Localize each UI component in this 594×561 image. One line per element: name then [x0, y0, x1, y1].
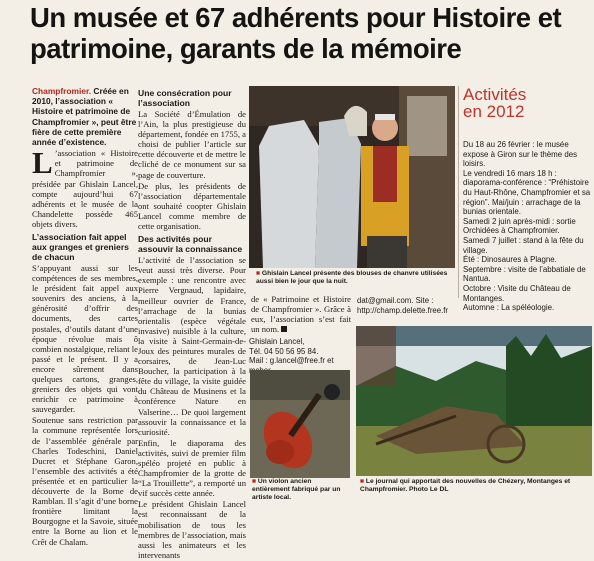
col2-para5: Le président Ghislain Lancel est reconnaissant de la mobilisation de tous les membres de l’association, mais aussi les animateurs et les intervenants — [138, 499, 246, 560]
sidebar-item: Été : Dinosaures à Plagne. — [463, 255, 557, 265]
caption-photo3 — [360, 478, 592, 494]
middle-para — [251, 294, 351, 334]
caption-photo3-text: Le journal qui apportait des nouvelles de Chézery, Montanges et Champfromier. Photo Le DL — [360, 478, 571, 493]
col2-subhead2: Des activités pour assouvir la connaissance — [138, 234, 243, 255]
caption-photo1-text: Ghislain Lancel présente des blouses de chanvre utilisées aussi bien le jour que la nuit. — [256, 270, 448, 285]
photo-man-with-smocks-illustration — [249, 86, 455, 268]
column-2 — [138, 88, 246, 561]
col1-para2: S’appuyant aussi sur les compétences de ses membres, le président fait appel aux souvenirs des anciens, à la générosité d’offrir des documents, des cartes postales, d’outils datant d’une époque révolue mais ô combien nostalgique, reliant le passé et le présent. Il y a encore sûrement dans quelques cartons, granges, greniers des objets qui vont enrichir ce patrimoine à sauvegarder. — [32, 262, 138, 415]
sidebar-list — [463, 140, 591, 313]
col2-para4: Enfin, le diaporama des activités, suivi de premier film spéléo projeté en public à Champfromier de la grotte de “La Trouillette”, a remporté un vif succès cette année. — [138, 437, 246, 499]
contact-line: Mail : g.lancel@free.fr et — [249, 356, 334, 366]
caption-bullet: ■ — [360, 478, 366, 485]
contact-line: dat@gmail.com. Site : — [357, 296, 434, 305]
contact-line: http://champ.delette.free.fr — [357, 305, 449, 315]
column-1 — [32, 86, 138, 548]
col1-subhead: L’association fait appel aux granges et greniers de chacun — [32, 231, 129, 262]
lede — [32, 86, 138, 147]
sidebar-item: Octobre : Visite du Château de Montanges. — [463, 283, 571, 303]
caption-photo2-text: Un violon ancien entièrement fabriqué par un artiste local. — [252, 478, 341, 501]
lede-text: Créée en 2010, l’association « Histoire et patrimoine de Champfromier », peut être fière de cette première année d’existence. — [32, 86, 137, 148]
sidebar-title-line2: en 2012 — [463, 102, 525, 121]
photo-landscape-illustration — [356, 326, 592, 476]
col1-para1 — [32, 145, 138, 229]
photo-violin — [250, 370, 350, 478]
col2-para1: La Société d’Émulation de l’Ain, la plus prestigieuse du département, fondée en 1755, a choisi de publier l’article sur cette découverte et de mettre le cliché de ce monument sur sa page de couverture. — [138, 109, 246, 180]
dropcap: L — [32, 145, 53, 181]
sidebar-divider — [458, 86, 459, 298]
sidebar-title — [463, 86, 591, 120]
sidebar-activities — [463, 86, 591, 313]
contact-block-2 — [357, 296, 457, 315]
photo-violin-illustration — [250, 370, 350, 478]
contact-line: Ghislain Lancel, — [249, 337, 305, 346]
sidebar-item: Septembre : visite de l’abbatiale de Nantua. — [463, 264, 586, 284]
contact-line: Tél. 04 50 56 95 84. — [249, 346, 319, 356]
sidebar-item: Le vendredi 16 mars 18 h : diaporama-conférence : “Préhistoire du Haut-Rhône, Champfromier et sa région”. Mai/juin : arrachage de la bunias orientale. — [463, 168, 591, 217]
sidebar-item: Du 18 au 26 février : le musée expose à Giron sur le thème des loisirs. — [463, 140, 578, 169]
lede-place: Champfromier. — [32, 86, 92, 96]
col1-para3: Soutenue sans restriction par la commune représentée lors de l’assemblée générale par Charles Todeschini, Daniel Ducret et Stéphane Garon, l’ensemble des activités a été présentée et en particulier la découverte de la Borne de Ramblan. Il s’agit d’une borne frontière limitant la Bourgogne et la Savoie, située entre la Borne au lion et le Crêt de Chalam. — [32, 415, 138, 547]
col2-para3: L’activité de l’association se veut aussi très diverse. Pour exemple : une rencontre avec Pierre Vergnaud, lapidaire, meilleur ouvrier de France, l’arrachage de la bunias orientalis (espèce végétale invasive) nuisible à la culture, la visite à Saint-Germain-de-Joux des peintures murales de corsaires, de Jean-Luc Boucher, la participation à la fête du village, la visite guidée du Château de Musinens et la conférence Nature en Valserine… De quoi largement assouvir la connaissance et la curiosité. — [138, 255, 246, 437]
caption-bullet: ■ — [252, 478, 258, 485]
sidebar-title-line1: Activités — [463, 85, 527, 104]
middle-para-text: de « Patrimoine et Histoire de Champfromier ». Grâce à eux, l’association s’est fait un nom. — [251, 294, 351, 335]
caption-bullet: ■ — [256, 270, 262, 277]
end-mark — [281, 326, 287, 332]
sidebar-item: Samedi 7 juillet : stand à la fête du village. — [463, 235, 584, 255]
caption-photo1 — [256, 270, 456, 286]
sidebar-item: Automne : La spéléologie. — [463, 303, 555, 313]
headline: Un musée et 67 adhérents pour Histoire et patrimoine, garants de la mémoire — [30, 2, 562, 64]
photo-man-with-smocks — [249, 86, 455, 268]
caption-photo2 — [252, 478, 350, 502]
photo-newspaper-landscape — [356, 326, 592, 476]
sidebar-item: Samedi 2 juin après-midi : sortie Orchidées à Champfromier. — [463, 216, 576, 236]
col2-para2: De plus, les présidents de l’association départementale ont souhaité coopter Ghislain Lancel comme membre de cette organisation. — [138, 180, 246, 232]
col1-para1-text: ’association « Histoire et patrimoine de Champfromier », présidée par Ghislain Lancel, compte aujourd’hui 67 adhérents et le musée de la Chandelette possède 465 objets divers. — [32, 148, 138, 229]
col2-subhead1: Une consécration pour l’association — [138, 88, 232, 108]
